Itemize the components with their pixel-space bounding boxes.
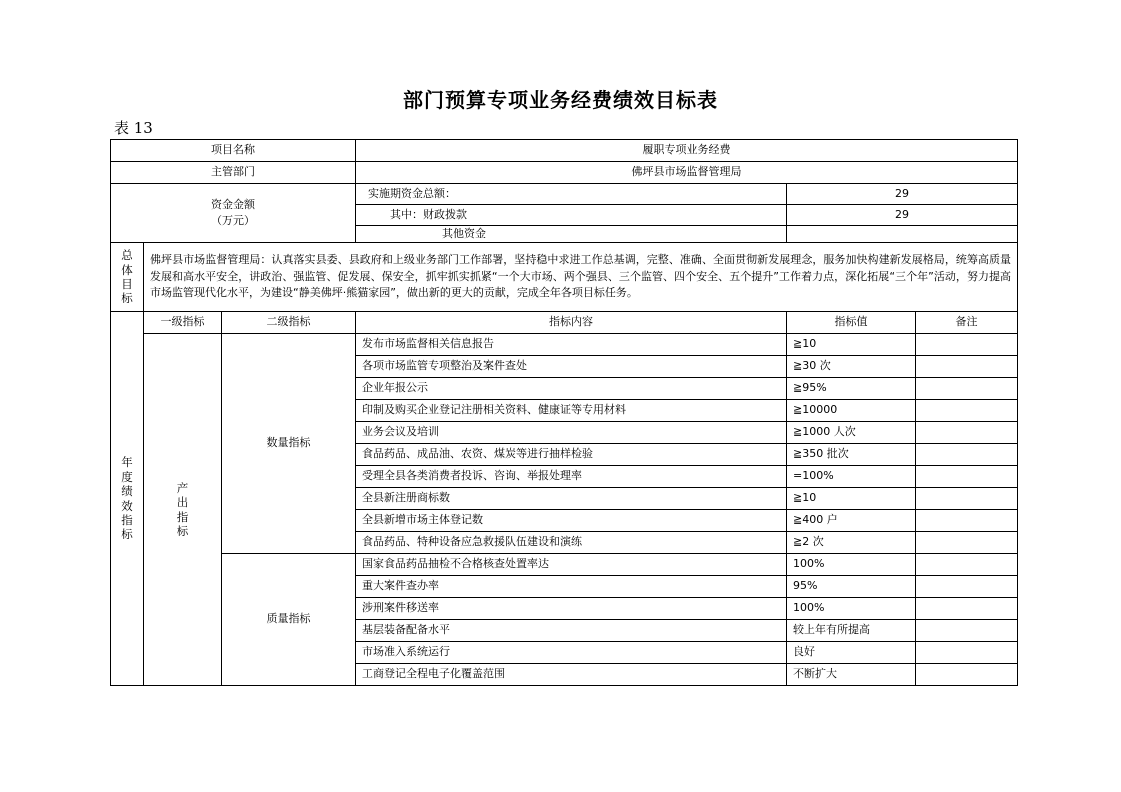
indicator-remark: [916, 576, 1018, 598]
funds-label: [111, 184, 356, 243]
department-label: 主管部门: [111, 162, 356, 184]
indicator-remark: [916, 664, 1018, 686]
overall-goal-label: 总 体 目 标: [111, 243, 144, 312]
indicator-remark: [916, 598, 1018, 620]
department-value: 佛坪县市场监督管理局: [356, 162, 1018, 184]
indicator-remark: [916, 620, 1018, 642]
department-row: [111, 162, 1018, 184]
indicator-value: ≧2 次: [787, 532, 916, 554]
header-remark: 备注: [916, 312, 1018, 334]
indicator-content: 国家食品药品抽检不合格核查处置率达: [356, 554, 787, 576]
indicator-value: 100%: [787, 598, 916, 620]
indicator-value: ≧1000 人次: [787, 422, 916, 444]
indicator-remark: [916, 400, 1018, 422]
project-name-value: 履职专项业务经费: [356, 140, 1018, 162]
funds-label-line2: （万元）: [211, 214, 255, 227]
page-title: 部门预算专项业务经费绩效目标表: [403, 88, 718, 112]
funds-other-value: [787, 226, 1018, 243]
indicator-value: ≧30 次: [787, 356, 916, 378]
funds-fiscal-value: 29: [787, 205, 1018, 226]
indicator-remark: [916, 554, 1018, 576]
funds-label-line1: 资金金额: [211, 198, 255, 212]
indicator-value: 95%: [787, 576, 916, 598]
funds-total-label: 实施期资金总额：: [356, 184, 787, 205]
indicator-value: ≧350 批次: [787, 444, 916, 466]
indicator-remark: [916, 356, 1018, 378]
level2-quality-label: 质量指标: [222, 554, 356, 686]
indicators-header-row: [111, 312, 1018, 334]
indicator-value: ≧400 户: [787, 510, 916, 532]
table-row: [111, 554, 1018, 576]
indicator-content: 重大案件查办率: [356, 576, 787, 598]
indicator-remark: [916, 510, 1018, 532]
indicator-remark: [916, 466, 1018, 488]
indicator-remark: [916, 642, 1018, 664]
indicator-content: 全县新增市场主体登记数: [356, 510, 787, 532]
indicator-value: =100%: [787, 466, 916, 488]
indicator-content: 各项市场监管专项整治及案件查处: [356, 356, 787, 378]
indicator-content: 涉刑案件移送率: [356, 598, 787, 620]
indicator-content: 受理全县各类消费者投诉、咨询、举报处理率: [356, 466, 787, 488]
indicator-value: 不断扩大: [787, 664, 916, 686]
indicator-content: 市场准入系统运行: [356, 642, 787, 664]
indicator-value: 良好: [787, 642, 916, 664]
indicator-content: 基层装备配备水平: [356, 620, 787, 642]
indicator-remark: [916, 378, 1018, 400]
project-name-row: [111, 140, 1018, 162]
performance-target-table: [110, 139, 1018, 686]
funds-total-value: 29: [787, 184, 1018, 205]
indicator-value: ≧10000: [787, 400, 916, 422]
indicator-content: 食品药品、成品油、农资、煤炭等进行抽样检验: [356, 444, 787, 466]
funds-total-row: [111, 184, 1018, 205]
indicator-remark: [916, 532, 1018, 554]
indicator-remark: [916, 334, 1018, 356]
overall-goal-row: [111, 243, 1018, 312]
header-level2: 二级指标: [222, 312, 356, 334]
indicator-remark: [916, 444, 1018, 466]
indicator-content: 食品药品、特种设备应急救援队伍建设和演练: [356, 532, 787, 554]
annual-indicators-label: 年 度 绩 效 指 标: [111, 312, 144, 686]
project-name-label: 项目名称: [111, 140, 356, 162]
table-row: [111, 334, 1018, 356]
overall-goal-text: 佛坪县市场监督管理局：认真落实县委、县政府和上级业务部门工作部署，坚持稳中求进工作总基调，完整、准确、全面贯彻新发展理念，服务加快构建新发展格局，统筹高质量发展和高水平安全，讲政治、强监管、促发展、保安全，抓牢抓实抓紧“一个大市场、两个强县、三个监管、四个安全、五个提升”工作着力点，深化拓展“三个年”活动，努力提高市场监管现代化水平，为建设“静美佛坪·熊猫家园”，做出新的更大的贡献，完成全年各项目标任务。: [144, 243, 1018, 312]
header-content: 指标内容: [356, 312, 787, 334]
indicator-value: 较上年有所提高: [787, 620, 916, 642]
funds-fiscal-label: 其中：财政拨款: [356, 205, 787, 226]
indicator-remark: [916, 422, 1018, 444]
indicator-content: 业务会议及培训: [356, 422, 787, 444]
indicator-content: 全县新注册商标数: [356, 488, 787, 510]
indicator-value: ≧95%: [787, 378, 916, 400]
level2-quantity-label: 数量指标: [222, 334, 356, 554]
header-value: 指标值: [787, 312, 916, 334]
table-number: 表 13: [114, 119, 153, 137]
indicator-content: 印制及购买企业登记注册相关资料、健康证等专用材料: [356, 400, 787, 422]
header-level1: 一级指标: [144, 312, 222, 334]
funds-other-label: 其他资金: [356, 226, 787, 243]
indicator-value: ≧10: [787, 488, 916, 510]
indicator-content: 工商登记全程电子化覆盖范围: [356, 664, 787, 686]
indicator-value: ≧10: [787, 334, 916, 356]
indicator-content: 企业年报公示: [356, 378, 787, 400]
level1-output-label: 产 出 指 标: [144, 334, 222, 686]
indicator-content: 发布市场监督相关信息报告: [356, 334, 787, 356]
indicator-value: 100%: [787, 554, 916, 576]
indicator-remark: [916, 488, 1018, 510]
